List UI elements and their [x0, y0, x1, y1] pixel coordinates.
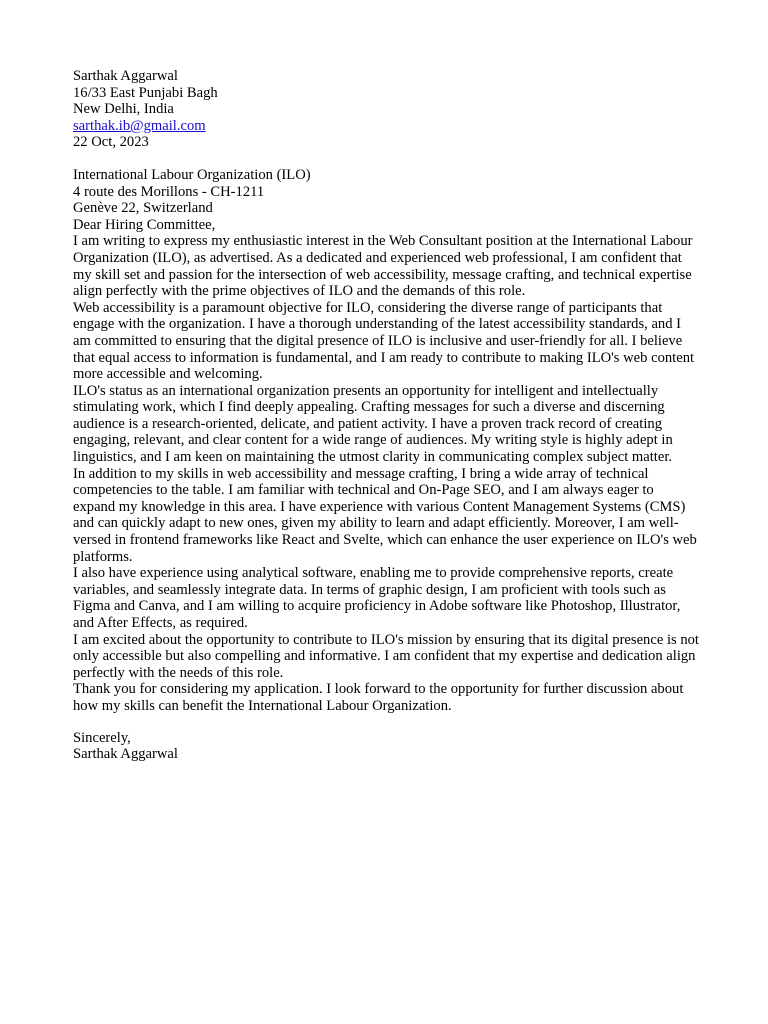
recipient-address-line1: 4 route des Morillons - CH-1211 — [73, 183, 265, 200]
closing: Sincerely, — [73, 729, 131, 746]
sender-address-line2: New Delhi, India — [73, 101, 174, 118]
salutation: Dear Hiring Committee, — [73, 216, 216, 233]
letter-date: 22 Oct, 2023 — [73, 134, 149, 151]
paragraph-2: Web accessibility is a paramount objective for ILO, considering the diverse range of participants that engage with the organization. I have a thorough understanding of the latest accessibility standards, and I am committed to ensuring that the digital presence of ILO is inclusive and user-friendly for all. I believe that equal access to information is fundamental, and I am ready to contribute to making ILO's web content more accessible and welcoming. — [73, 299, 695, 383]
sender-name: Sarthak Aggarwal — [73, 68, 178, 84]
sender-address-line1: 16/33 East Punjabi Bagh — [73, 84, 218, 101]
paragraph-3: ILO's status as an international organization presents an opportunity for intelligent and intellectually stimulating work, which I find deeply appealing. Crafting messages for such a diverse and discerning audience is a research-oriented, delicate, and patient activity. I have a proven track record of creating engaging, relevant, and clear content for a wide range of audiences. My writing style is highly adept in linguistics, and I am keen on maintaining the utmost clarity in communicating complex subject matter. — [73, 382, 673, 466]
paragraph-7: Thank you for considering my application. I look forward to the opportunity for further discussion about how my skills can benefit the International Labour Organization. — [73, 681, 684, 714]
signature-name: Sarthak Aggarwal — [73, 746, 178, 763]
sender-block — [73, 68, 699, 151]
closing-block — [73, 730, 699, 763]
recipient-address-line2: Genève 22, Switzerland — [73, 200, 213, 217]
paragraph-1: I am writing to express my enthusiastic interest in the Web Consultant position at the International Labour Organization (ILO), as advertised. As a dedicated and experienced web professional, I am confident that my skill set and passion for the intersection of web accessibility, message crafting, and technical expertise align perfectly with the prime objectives of ILO and the demands of this role. — [73, 233, 693, 300]
cover-letter — [73, 68, 699, 763]
paragraph-4: In addition to my skills in web accessibility and message crafting, I bring a wide array of technical competencies to the table. I am familiar with technical and On-Page SEO, and I am always eager to expand my knowledge in this area. I have experience with various Content Management Systems (CMS) and can quickly adapt to new ones, given my ability to learn and adapt efficiently. Moreover, I am well-versed in frontend frameworks like React and Svelte, which can enhance the user experience on ILO's web platforms. — [73, 465, 697, 565]
paragraph-6: I am excited about the opportunity to contribute to ILO's mission by ensuring that its digital presence is not only accessible but also compelling and informative. I am confident that my expertise and dedication align perfectly with the needs of this role. — [73, 631, 699, 681]
recipient-block — [73, 167, 699, 217]
paragraph-5: I also have experience using analytical software, enabling me to provide comprehensive reports, create variables, and seamlessly integrate data. In terms of graphic design, I am proficient with tools such as Figma and Canva, and I am willing to acquire proficiency in Adobe software like Photoshop, Illustrator, and After Effects, as required. — [73, 565, 681, 631]
recipient-organization: International Labour Organization (ILO) — [73, 166, 311, 183]
sender-email-line — [73, 118, 699, 135]
sender-email-link[interactable]: sarthak.ib@gmail.com — [73, 117, 206, 134]
